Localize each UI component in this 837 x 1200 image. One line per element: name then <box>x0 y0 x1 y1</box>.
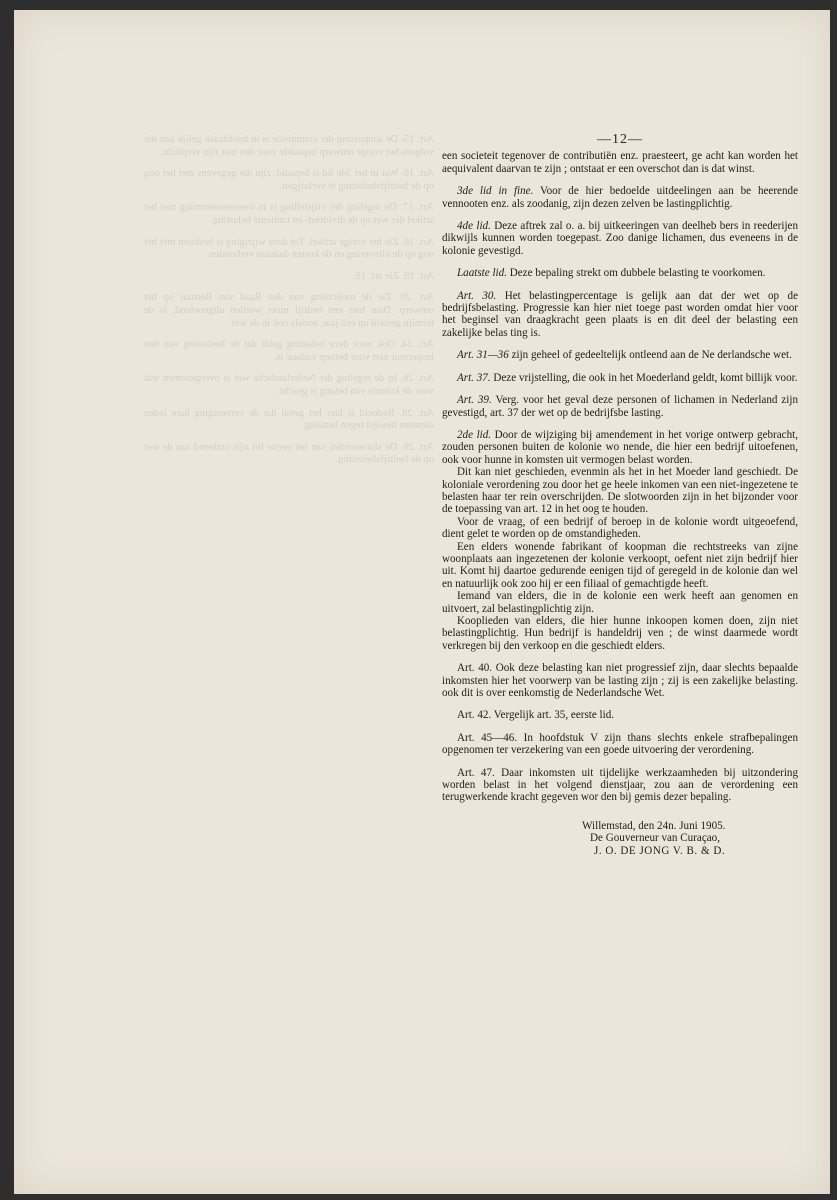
paragraph-text: Iemand van elders, die in de kolonie een werk heeft aan genomen en uitvoert, zal belastingplichtig zijn. <box>442 590 798 615</box>
paragraph-text: Ook deze belasting kan niet progressief zijn, daar slechts bepaalde inkomsten hier het voorwerp van be lasting zijn ; zij is een zakelijke belasting. ook dit is over eenkomstig de Nederlandsche Wet. <box>442 662 798 700</box>
paragraph-art-47 <box>442 767 798 804</box>
paragraph-text: Daar inkomsten uit tijdelijke werkzaamheden bij uitzondering worden belast in het volgend dienstjaar, zou aan de verordening een terugwerkende kracht gegeven wor den bij gemis dezer bepaling. <box>442 766 798 804</box>
signature-title: De Gouverneur van Curaçao, <box>590 832 720 845</box>
paragraph-text: Door de wijziging bij amendement in het vorige ontwerp gebracht, zouden personen buiten de kolonie wo nende, die hier een bedrijf uitoefenen, ook voor hunne in komsten uit vermogen belast worden. <box>442 428 798 466</box>
paragraph-intro <box>442 150 798 175</box>
paragraph-text: Kooplieden van elders, die hier hunne inkoopen komen doen, zijn niet belastingplichtig. Hun bedrijf is handeldrij ven ; de winst daarmede wordt verkregen bij den verkoop en die geschiedt elders. <box>442 615 798 652</box>
paragraph-text: een societeit tegenover de contributiën enz. praesteert, ge acht kan worden het aequivalent daarvan te zijn ; ontstaat er een overschot dan is dat winst. <box>442 150 798 175</box>
paragraph-text: In hoofdstuk V zijn thans slechts enkele strafbepalingen opgenomen ter verzekering van een goede uitvoering der verordening. <box>442 731 798 757</box>
paragraph-fabrikant <box>442 541 798 591</box>
paragraph-label: Laatste lid. <box>457 267 507 280</box>
paragraph-laatste-lid <box>442 267 798 279</box>
paragraph-label: Art. 30. <box>457 289 497 302</box>
main-text-column <box>442 134 798 857</box>
paragraph-text: Deze vrijstelling, die ook in het Moederland geldt, komt billijk voor. <box>493 371 798 384</box>
paragraph-art-39 <box>442 394 798 419</box>
page-number: —12— <box>597 132 643 147</box>
paragraph-text: zijn geheel of gedeeltelijk ontleend aan de Ne derlandsche wet. <box>511 349 792 362</box>
paragraph-art-37 <box>442 372 798 384</box>
paragraph-text: Voor de vraag, of een bedrijf of beroep in de kolonie wordt uitgeoefend, dient gelet te worden op de omstandigheden. <box>442 515 798 541</box>
paragraph-label: Art. 40. <box>457 662 493 675</box>
paragraph-art-40 <box>442 662 798 699</box>
paragraph-label: Art. 31—36 <box>457 349 509 362</box>
signature-name: J. O. DE JONG V. B. & D. <box>594 844 726 857</box>
paragraph-label: Art. 47. <box>457 766 495 779</box>
paragraph-niet-ingezetene <box>442 466 798 516</box>
paragraph-text: Deze aftrek zal o. a. bij uitkeeringen van deelheb bers in reederijen dikwijls kunnen worden toegepast. Zoo danige lichamen, dus eveneens in de kolonie gevestigd. <box>442 220 798 257</box>
paragraph-label: 4de lid. <box>457 220 491 233</box>
paragraph-label: 2de lid. <box>457 428 492 441</box>
paragraph-kooplieden <box>442 615 798 652</box>
paragraph-label: Art. 39. <box>457 394 492 407</box>
signature-block <box>442 820 798 857</box>
paragraph-text: Dit kan niet geschieden, evenmin als het in het Moeder land geschiedt. De koloniale verordening zou door het ge heele inkomen van een niet-ingezetene te belasten haar ter rein overschrijden. De slotwoorden zijn in het bijzonder voor de toepassing van art. 12 in het oog te houden. <box>442 466 798 516</box>
paragraph-bedrijf-of-beroep <box>442 516 798 541</box>
paragraph-art-31-36 <box>442 349 798 361</box>
paragraph-label: Art. 45—46. <box>457 731 518 744</box>
paragraph-text: Vergelijk art. 35, eerste lid. <box>493 709 615 722</box>
paragraph-label: Art. 37. <box>457 371 491 384</box>
bleed-through-text: Art. 15. De aanpassing der commissie is in hoofdzaak gelijk aan die volgens het vorige ontwerp bepaalde voor den niet zijn verplicht. Art. 16. Wat in het 3de lid is bepaald, zijn die gegevens met het oog op de bedrijfsbelasting te verkrijgen. Art. 17. De regeling der vrijstelling is in overeenstemming met het artikel der wet op de dividend- en tantieme belasting. Art. 18. Zie het vorige artikel. Tot deze wijziging is besloten met het oog op de uitvoering en de kosten daaraan verbonden. Art. 19. Zie art. 18. Art. 20. Zie de toelichting van den Raad van Bestuur op het ontwerp. Daar hier een bedrijf moet worden uitgeoefend, is de termijn gesteld op een jaar, zooals ook in de wet. Art. 24. Ook voor deze belasting geldt dat de beslissing van den inspecteur niet voor beroep vatbaar is. Art. 26. In de regeling der Nederlandsche wet is overgenomen wat voor de kolonie van belang is geacht. Art. 28. Bedoeld is hier het geval dat de vereeniging hare leden diensten bewijst tegen betaling. Art. 29. De slotwoorden van het eerste lid zijn ontleend aan de wet op de bedrijfsbelasting. <box>144 134 434 466</box>
paragraph-art-42 <box>442 709 798 721</box>
paragraph-text: Deze bepaling strekt om dubbele belasting te voorkomen. <box>509 267 766 280</box>
signature-place-date: Willemstad, den 24n. Juni 1905. <box>582 819 726 832</box>
paragraph-text: Het belastingpercentage is gelijk aan dat der wet op de bedrijfsbelasting. Progressie kan hier niet toege past worden omdat hier voor het beginsel van draagkracht geen plaats is en dit deel der belasting een zakelijke belas ting is. <box>442 289 798 339</box>
paragraph-4de-lid <box>442 220 798 257</box>
paragraph-2de-lid <box>442 429 798 466</box>
paragraph-text: Voor de hier bedoelde uitdeelingen aan be heerende vennooten enz. als zoodanig, zijn dezen zelven be lastingplichtig. <box>442 185 798 210</box>
document-page <box>14 10 830 1194</box>
paragraph-art-45-46 <box>442 732 798 757</box>
paragraph-iemand-van-elders <box>442 590 798 615</box>
paragraph-art-30 <box>442 290 798 340</box>
paragraph-text: Een elders wonende fabrikant of koopman die rechtstreeks van zijne woonplaats aan ingezetenen der kolonie verkoopt, oefent niet zijn bedrijf hier uit. Komt hij daartoe gedurende eenigen tijd of geregeld in de kolonie dan wel en natuurlijk ook zoo hij er een filiaal of gemachtigde heeft. <box>442 540 798 590</box>
paragraph-text: Verg. voor het geval deze personen of lichamen in Nederland zijn gevestigd, art. 37 der wet op de bedrijfsbe lasting. <box>442 394 798 419</box>
paragraph-3de-lid <box>442 185 798 210</box>
paragraph-label: 3de lid in fine. <box>457 185 534 198</box>
paragraph-label: Art. 42. <box>457 709 492 722</box>
